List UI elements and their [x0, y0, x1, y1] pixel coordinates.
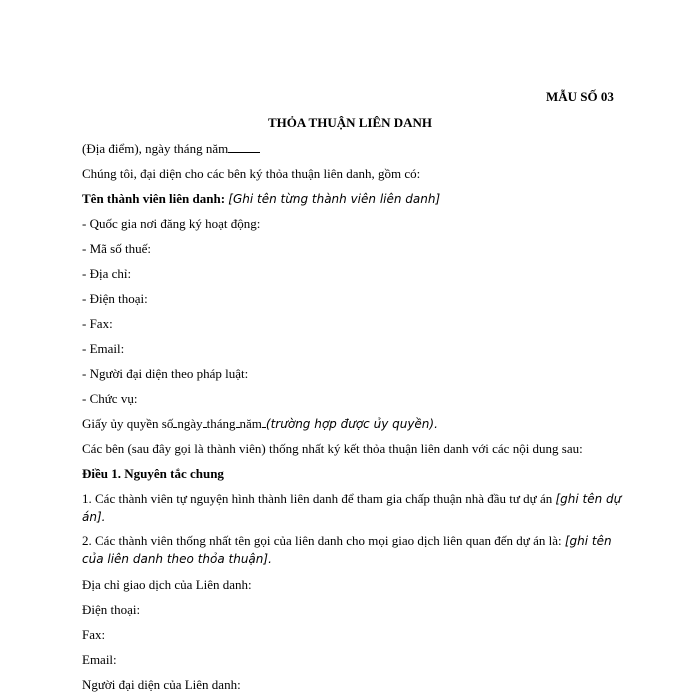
place-date-line — [82, 140, 260, 157]
authorization-b: ngày — [177, 416, 203, 431]
document-title: THỎA THUẬN LIÊN DANH — [267, 115, 433, 130]
field-tax-code: - Mã số thuế: — [82, 241, 151, 256]
authorization-a: Giấy ủy quyền số — [82, 416, 174, 431]
authorization-d: năm — [239, 416, 262, 431]
field-position: - Chức vụ: — [82, 391, 138, 406]
field-email: - Email: — [82, 341, 125, 356]
authorization-note: (trường hợp được ủy quyền). — [265, 417, 438, 431]
place-date-text: (Địa điểm), ngày tháng năm — [82, 141, 229, 156]
agreement-paragraph: Các bên (sau đây gọi là thành viên) thống nhất ký kết thỏa thuận liên danh với các nội dung sau: — [82, 441, 583, 456]
clause-2-text: 2. Các thành viên thống nhất tên gọi của liên danh cho mọi giao dịch liên quan đến dự án là: — [82, 533, 562, 548]
member-placeholder: [Ghi tên từng thành viên liên danh] — [228, 192, 441, 206]
member-label: Tên thành viên liên danh: — [82, 191, 226, 206]
field-country: - Quốc gia nơi đăng ký hoạt động: — [82, 216, 261, 231]
clause-1-text: 1. Các thành viên tự nguyện hình thành liên danh để tham gia chấp thuận nhà đầu tư dự án — [82, 491, 553, 506]
date-blank — [228, 141, 260, 153]
member-line — [82, 190, 440, 208]
clause-2 — [82, 532, 622, 568]
field-legal-rep: - Người đại diện theo pháp luật: — [82, 366, 249, 381]
jv-address: Địa chỉ giao dịch của Liên danh: — [82, 577, 252, 592]
form-code: MẪU SỐ 03 — [546, 89, 614, 104]
authorization-line — [82, 415, 438, 433]
authorization-c: tháng — [206, 416, 236, 431]
jv-representative: Người đại diện của Liên danh: — [82, 677, 241, 692]
intro-paragraph: Chúng tôi, đại diện cho các bên ký thỏa thuận liên danh, gồm có: — [82, 166, 421, 181]
jv-fax: Fax: — [82, 627, 106, 642]
clause-1-placeholder: [ghi tên dự án]. — [82, 492, 622, 524]
field-fax: - Fax: — [82, 316, 113, 331]
clause-2-placeholder: [ghi tên của liên danh theo thỏa thuận]. — [82, 534, 612, 566]
article-1-title: Điều 1. Nguyên tắc chung — [82, 466, 224, 481]
jv-phone: Điện thoại: — [82, 602, 141, 617]
field-phone: - Điện thoại: — [82, 291, 148, 306]
clause-1 — [82, 490, 622, 526]
jv-email: Email: — [82, 652, 117, 667]
field-address: - Địa chỉ: — [82, 266, 132, 281]
